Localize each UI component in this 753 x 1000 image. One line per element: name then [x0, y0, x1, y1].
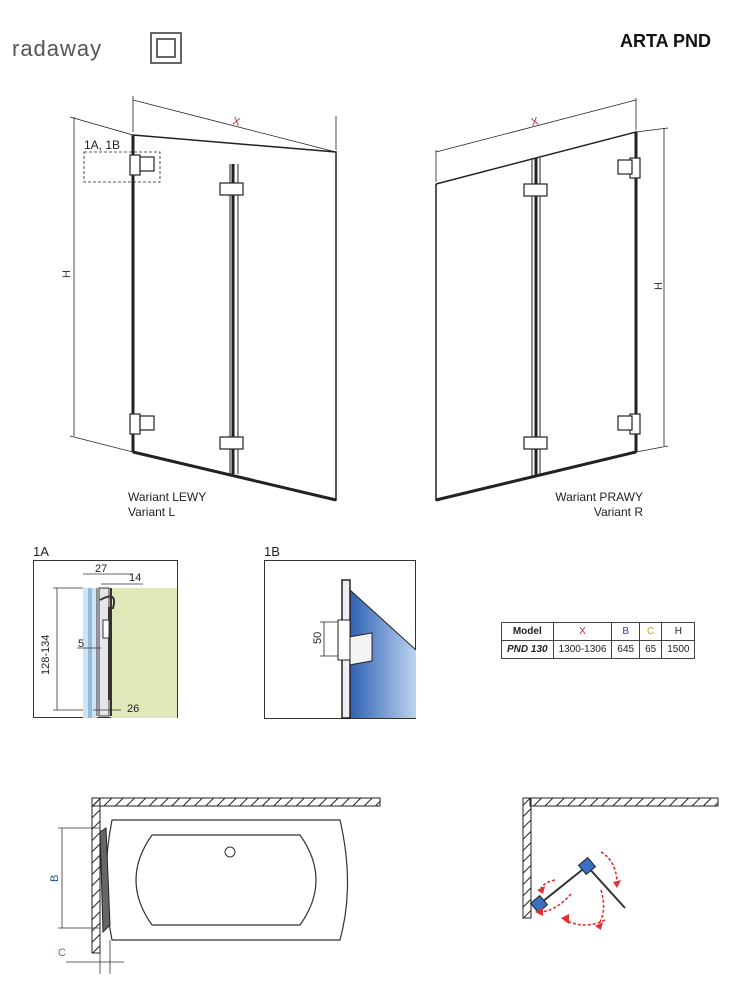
- detail-1a-dim-27: 27: [95, 563, 108, 575]
- cell-model: PND 130: [502, 641, 554, 659]
- spec-table: [501, 622, 695, 659]
- variant-right-line1: Wariant PRAWY: [555, 490, 643, 504]
- detail-1a-dim-14: 14: [129, 572, 142, 584]
- table-row: [502, 641, 695, 659]
- right-x-label: X: [529, 115, 540, 129]
- detail-1a-dim-range: 128-134: [40, 634, 52, 675]
- right-variant-drawing: [436, 98, 668, 500]
- right-h-label: H: [653, 282, 665, 290]
- brand-logo: [10, 30, 190, 70]
- left-h-label: H: [61, 270, 73, 278]
- col-h: H: [662, 623, 695, 641]
- bathtub-plan-view: [40, 790, 390, 990]
- left-x-label: X: [231, 115, 242, 129]
- swing-arrows: [539, 852, 617, 925]
- detail-1b-drawing: [264, 560, 416, 720]
- main-elevation-diagram: [0, 80, 753, 520]
- col-c: C: [640, 623, 662, 641]
- brand-name: radaway: [12, 36, 103, 61]
- detail-1b-label: 1B: [264, 544, 280, 559]
- plan-c-label: C: [58, 947, 66, 959]
- detail-1b-dim-50: 50: [312, 631, 324, 644]
- col-model: Model: [502, 623, 554, 641]
- cell-x: 1300-1306: [553, 641, 612, 659]
- detail-1a-dim-26: 26: [127, 703, 140, 715]
- cell-c: 65: [640, 641, 662, 659]
- cell-b: 645: [612, 641, 640, 659]
- product-title: ARTA PND: [620, 31, 711, 51]
- variant-right-line2: Variant R: [593, 505, 643, 519]
- detail-1a-label: 1A: [33, 544, 49, 559]
- door-swing-diagram: [515, 790, 725, 940]
- col-x: X: [553, 623, 612, 641]
- variant-left-caption: [128, 490, 206, 520]
- variant-left-line2: Variant L: [128, 505, 176, 519]
- plan-b-label: B: [49, 874, 61, 882]
- detail-1a-drawing: [33, 560, 178, 720]
- col-b: B: [612, 623, 640, 641]
- variant-left-line1: Wariant LEWY: [128, 490, 207, 504]
- detail-1a-dim-5: 5: [78, 638, 85, 650]
- variant-right-caption: [549, 490, 643, 520]
- radaway-logo-icon: [10, 30, 190, 66]
- cell-h: 1500: [662, 641, 695, 659]
- left-variant-drawing: [70, 96, 336, 500]
- callout-1a-1b: 1A, 1B: [84, 138, 121, 152]
- spec-table-header: [502, 623, 695, 641]
